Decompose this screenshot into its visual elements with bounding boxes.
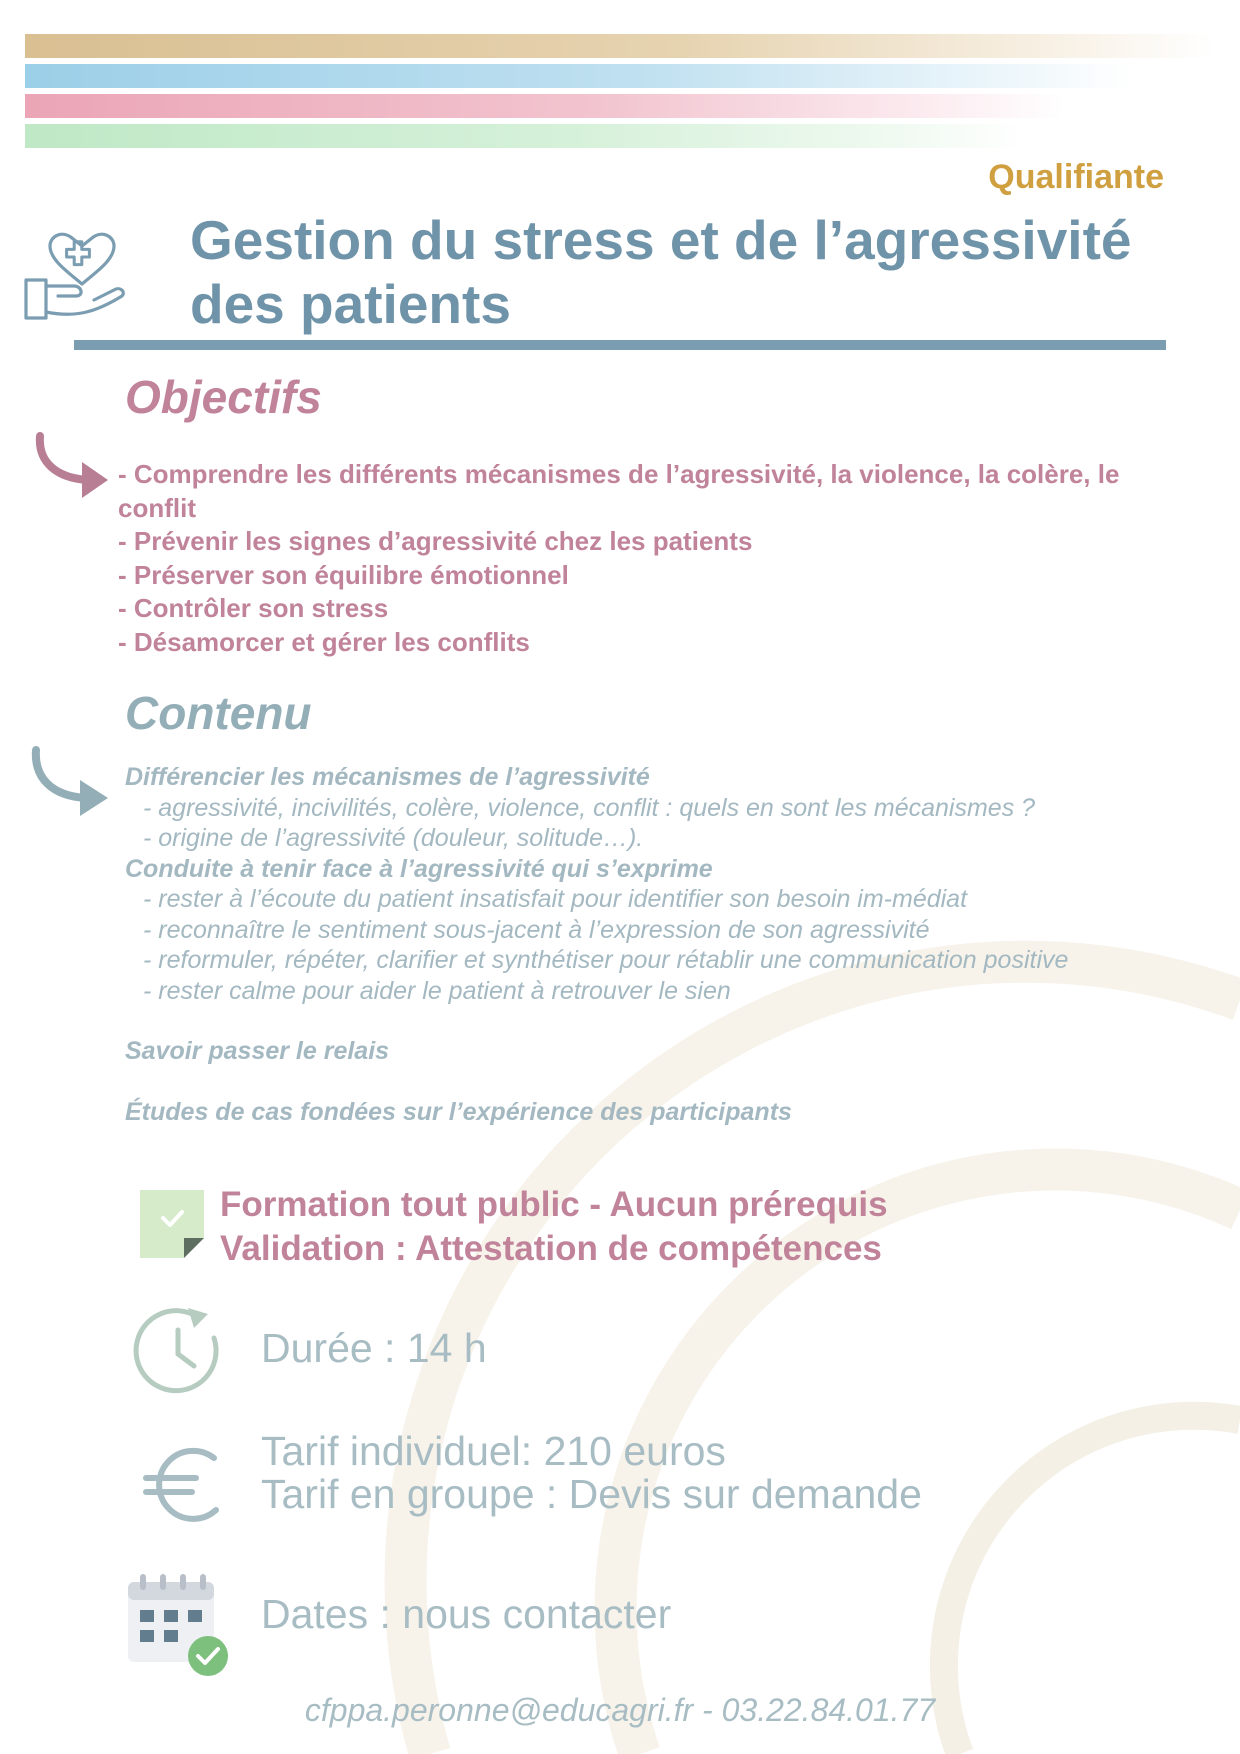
curved-arrow-icon xyxy=(30,746,114,822)
header-stripe-blue xyxy=(25,64,1135,88)
heart-medical-hand-icon xyxy=(22,222,126,326)
checked-note-icon xyxy=(138,1186,208,1262)
dates-text: Dates : nous contacter xyxy=(261,1591,672,1637)
euro-icon xyxy=(140,1444,226,1524)
clock-icon xyxy=(130,1304,226,1400)
contenu-body xyxy=(125,762,1205,1127)
objectif-item: - Prévenir les signes d’agressivité chez les patients xyxy=(118,526,753,556)
contenu-item: - rester à l’écoute du patient insatisfait pour identifier son besoin im-médiat xyxy=(143,885,968,913)
prerequisites-block xyxy=(220,1183,888,1271)
contenu-block-title: Savoir passer le relais xyxy=(125,1037,390,1065)
contenu-block-title: Conduite à tenir face à l’agressivité qui s’exprime xyxy=(125,854,713,883)
title-underline xyxy=(74,340,1166,350)
contenu-block-title: Études de cas fondées sur l’expérience des participants xyxy=(125,1097,792,1126)
contenu-item: - reformuler, répéter, clarifier et synthétiser pour rétablir une communication positive xyxy=(143,946,1069,974)
contenu-item: - agressivité, incivilités, colère, violence, conflit : quels en sont les mécanismes ? xyxy=(143,793,1036,822)
header-stripe-pink xyxy=(25,94,1065,118)
contenu-item: - reconnaître le sentiment sous-jacent à l’expression de son agressivité xyxy=(143,915,930,944)
objectif-item: - Préserver son équilibre émotionnel xyxy=(118,559,569,590)
public-text: Formation tout public - Aucun prérequis xyxy=(220,1185,888,1224)
objectif-item: - Contrôler son stress xyxy=(118,593,389,623)
validation-text: Validation : Attestation de compétences xyxy=(220,1229,882,1268)
page-title: Gestion du stress et de l’agressivité des patients xyxy=(190,209,1132,335)
objectif-item: - Désamorcer et gérer les conflits xyxy=(118,626,530,657)
objectifs-list xyxy=(118,458,1178,659)
price-block xyxy=(261,1430,922,1516)
price-individual: Tarif individuel: 210 euros xyxy=(261,1428,726,1474)
objectifs-heading: Objectifs xyxy=(125,371,322,423)
calendar-check-icon xyxy=(126,1572,232,1678)
qualification-badge: Qualifiante xyxy=(988,158,1164,196)
header-stripe-gold xyxy=(25,34,1215,58)
contenu-item: - origine de l’agressivité (douleur, solitude…). xyxy=(143,824,644,852)
curved-arrow-icon xyxy=(34,432,114,504)
contenu-heading: Contenu xyxy=(125,687,312,739)
duration-text: Durée : 14 h xyxy=(261,1325,487,1371)
objectif-item: - Comprendre les différents mécanismes de l’agressivité, la violence, la colère, le conflit xyxy=(118,459,1120,523)
contenu-item: - rester calme pour aider le patient à retrouver le sien xyxy=(143,976,731,1005)
contact-line[interactable]: cfppa.peronne@educagri.fr - 03.22.84.01.77 xyxy=(304,1692,936,1728)
contenu-block-title: Différencier les mécanismes de l’agressivité xyxy=(125,763,650,791)
header-stripe-green xyxy=(25,124,1025,148)
price-group: Tarif en groupe : Devis sur demande xyxy=(261,1471,922,1517)
